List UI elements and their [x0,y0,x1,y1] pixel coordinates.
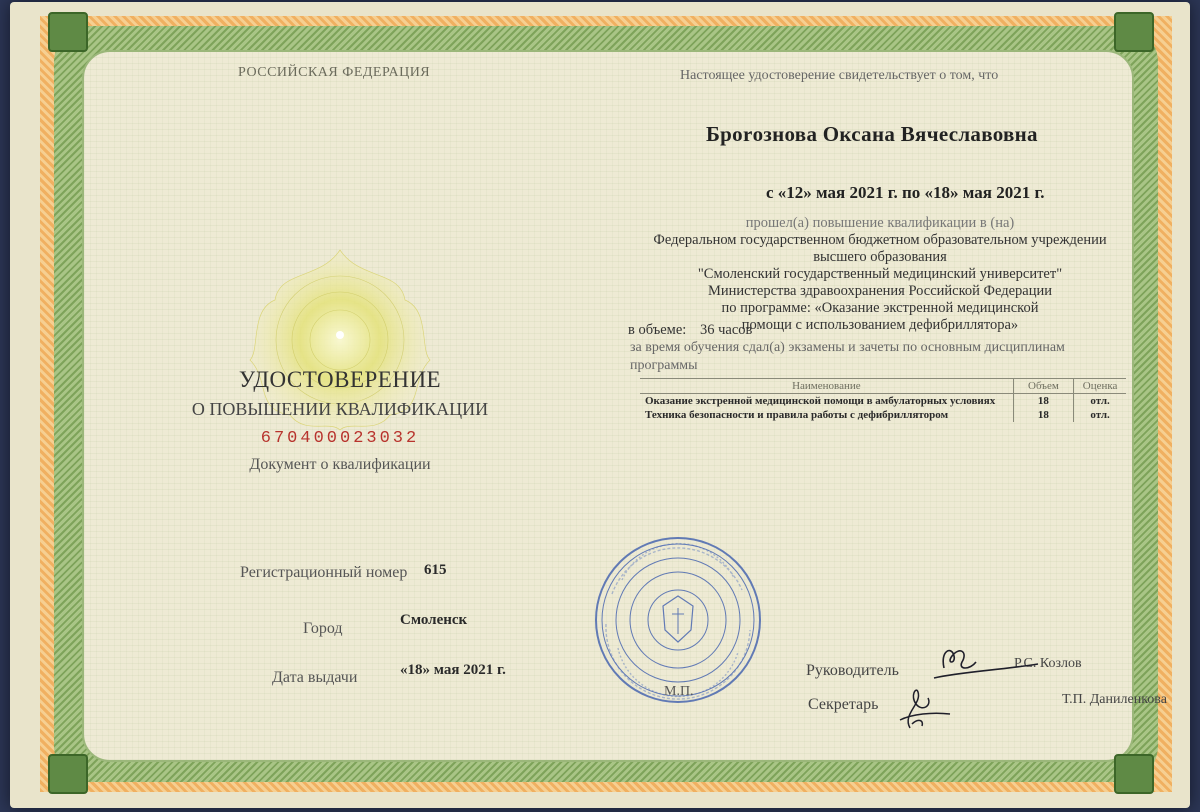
body-line: по программе: «Оказание экстренной медицинской [721,300,1039,316]
document-subtitle: О ПОВЫШЕНИИ КВАЛИФИКАЦИИ [191,399,489,419]
body-line: помощи с использованием дефибриллятора» [741,317,1019,333]
training-body [630,215,1130,334]
training-period: с «12» мая 2021 г. по «18» мая 2021 г. [766,183,1045,202]
table-cell: Оказание экстренной медицинской помощи в амбулаторных условиях [645,395,996,407]
director-signature-icon [930,640,1040,680]
table-cell: Техника безопасности и правила работы с дефибриллятором [645,409,949,421]
corner-ornament-icon [1114,12,1154,52]
city-label: Город [303,620,343,637]
table-header: Наименование [640,379,1013,394]
body-line: "Смоленский государственный медицинский университет" [697,266,1063,282]
volume-value: 36 часов [700,322,753,338]
body-line: прошел(а) повышение квалификации в (на) [745,215,1015,231]
table-row [640,394,1126,409]
table-header-row [640,379,1126,394]
registration-number: 615 [424,562,447,578]
secretary-name: Т.П. Даниленкова [1062,692,1167,707]
subjects-table [640,378,1126,422]
director-label: Руководитель [806,662,899,679]
exams-line: за время обучения сдал(а) экзамены и зачеты по основным дисциплинам [630,340,1065,355]
table-cell: 18 [1013,408,1073,422]
certificate-page [10,2,1190,808]
exams-line-2: программы [630,358,698,373]
registration-label: Регистрационный номер [240,564,408,581]
document-number: 670400023032 [260,429,420,448]
body-line: Министерства здравоохранения Российской Федерации [707,283,1053,299]
director-name: Р.С. Козлов [1014,656,1082,671]
table-cell: отл. [1074,408,1126,422]
document-type: Документ о квалификации [249,456,431,473]
recipient-name: Бporозновa Оксана Вячеславовна [706,122,1038,146]
table-header: Оценка [1074,379,1126,394]
country-label: РОССИЙСКАЯ ФЕДЕРАЦИЯ [238,65,431,80]
volume-label: в объеме: [628,322,687,338]
secretary-signature-icon [882,684,958,730]
corner-ornament-icon [48,754,88,794]
secretary-label: Секретарь [808,696,879,713]
table-cell: 18 [1013,394,1073,409]
corner-ornament-icon [48,12,88,52]
document-title: УДОСТОВЕРЕНИЕ [238,367,442,392]
body-line: высшего образования [813,249,947,265]
city-value: Смоленск [400,612,468,628]
corner-ornament-icon [1114,754,1154,794]
issue-date-label: Дата выдачи [272,669,358,686]
table-header: Объем [1013,379,1073,394]
stamp-mark: М.П. [664,684,694,699]
table-cell: отл. [1074,394,1126,409]
table-row [640,408,1126,422]
issue-date-value: «18» мая 2021 г. [400,662,506,678]
official-stamp-icon [592,534,764,706]
body-line: Федеральном государственном бюджетном образовательном учреждении [653,232,1107,248]
certifies-text: Настоящее удостоверение свидетельствует о том, что [680,68,999,83]
